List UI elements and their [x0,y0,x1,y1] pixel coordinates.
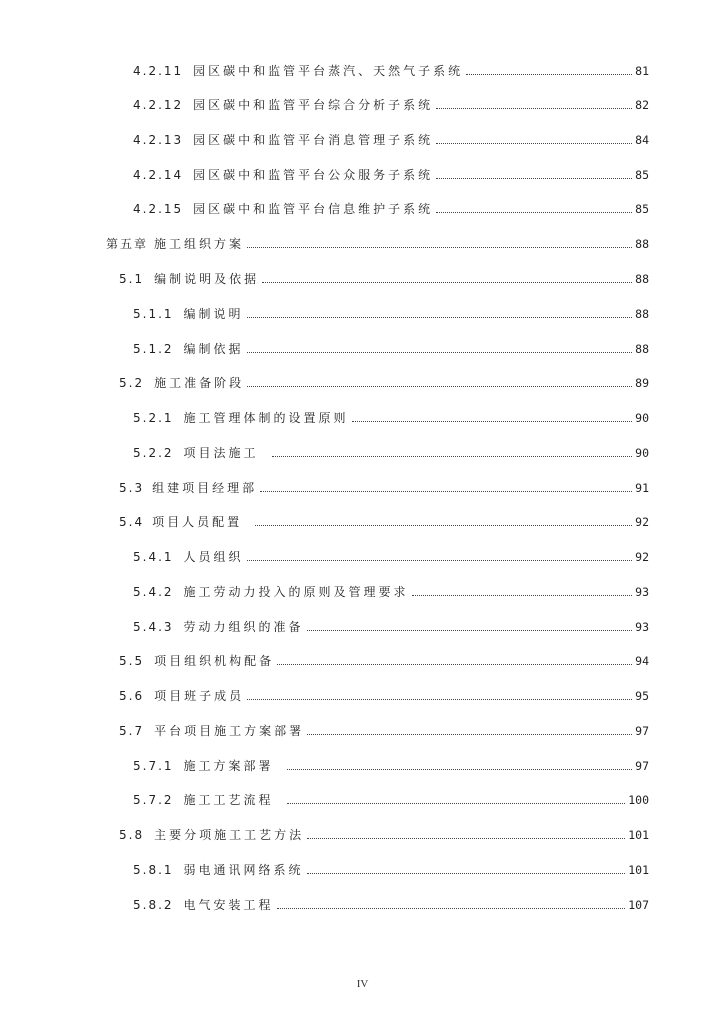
toc-entry-page: 97 [635,759,649,773]
toc-entry-number: 5.7 [119,724,145,738]
toc-entry-number: 5.1.2 [133,342,174,356]
page-number-footer: IV [356,978,369,990]
toc-entry-number: 5.4.1 [133,550,174,564]
toc-entry-number: 第五章 [106,237,149,251]
toc-entry-number: 5.4.3 [133,620,174,634]
toc-entry-page: 88 [635,272,649,286]
toc-entry[interactable] [119,513,649,531]
toc-entry-page: 90 [635,446,649,460]
toc-entry-page: 88 [635,342,649,356]
dot-leader [307,734,632,735]
toc-entry-title: 施工工艺流程 [183,793,274,807]
dot-leader [255,525,632,526]
toc-entry[interactable] [133,444,649,462]
toc-entry[interactable] [133,131,649,149]
toc-entry[interactable] [119,652,649,670]
toc-entry-page: 97 [635,724,649,738]
toc-entry-title: 编制依据 [183,342,244,356]
toc-entry-page: 101 [628,863,649,877]
toc-entry-number: 4.2.15 [133,202,184,216]
toc-entry-title: 施工准备阶段 [154,376,245,390]
dot-leader [287,803,626,804]
toc-entry[interactable] [133,618,649,636]
toc-entry-title: 项目法施工 [183,446,259,460]
toc-entry-number: 5.2 [119,376,145,390]
dot-leader [352,421,633,422]
toc-entry-title: 电气安装工程 [183,898,274,912]
toc-entry[interactable] [133,166,649,184]
toc-entry[interactable] [133,896,649,914]
toc-entry-page: 85 [635,202,649,216]
toc-entry-title: 项目组织机构配备 [154,654,275,668]
toc-entry-title: 园区碳中和监管平台消息管理子系统 [193,133,434,147]
toc-entry-number: 4.2.14 [133,168,184,182]
toc-entry[interactable] [133,757,649,775]
toc-entry-number: 5.7.2 [133,793,174,807]
toc-entry-title: 劳动力组织的准备 [183,620,304,634]
toc-entry-page: 84 [635,133,649,147]
dot-leader [247,247,632,248]
toc-entry-page: 95 [635,689,649,703]
toc-entry-page: 92 [635,550,649,564]
toc-entry-page: 88 [635,237,649,251]
toc-entry-page: 100 [628,793,649,807]
toc-entry-title: 园区碳中和监管平台信息维护子系统 [193,202,434,216]
toc-entry-title: 园区碳中和监管平台蒸汽、天然气子系统 [193,64,464,78]
toc-entry-title: 编制说明 [183,307,244,321]
toc-entry[interactable] [119,270,649,288]
toc-entry[interactable] [133,62,649,80]
toc-entry-number: 5.7.1 [133,759,174,773]
dot-leader [436,143,632,144]
toc-entry[interactable] [133,305,649,323]
toc-entry-title: 项目班子成员 [154,689,245,703]
toc-entry-title: 编制说明及依据 [154,272,260,286]
toc-entry[interactable] [119,722,649,740]
toc-entry-page: 93 [635,620,649,634]
toc-entry-page: 82 [635,98,649,112]
toc-entry-title: 施工方案部署 [183,759,274,773]
toc-entry-title: 项目人员配置 [152,515,243,529]
dot-leader [466,74,632,75]
toc-entry[interactable] [133,340,649,358]
toc-entry-page: 92 [635,515,649,529]
toc-entry-page: 81 [635,64,649,78]
dot-leader [247,386,632,387]
toc-entry-number: 5.8.2 [133,898,174,912]
toc-entry[interactable] [133,791,649,809]
toc-entry-title: 施工劳动力投入的原则及管理要求 [183,585,409,599]
toc-entry-title: 园区碳中和监管平台综合分析子系统 [193,98,434,112]
dot-leader [436,178,632,179]
toc-entry-number: 5.8.1 [133,863,174,877]
toc-entry[interactable] [133,548,649,566]
toc-entry-title: 施工管理体制的设置原则 [183,411,349,425]
toc-entry-page: 94 [635,654,649,668]
dot-leader [287,769,633,770]
toc-entry-page: 90 [635,411,649,425]
toc-entry[interactable] [119,479,649,497]
dot-leader [436,108,632,109]
toc-entry-number: 5.3 [119,481,145,495]
toc-entry-number: 5.8 [119,828,145,842]
toc-entry[interactable] [133,583,649,601]
toc-entry[interactable] [133,96,649,114]
toc-entry-number: 5.2.2 [133,446,174,460]
toc-entry[interactable] [133,200,649,218]
toc-entry-number: 4.2.13 [133,133,184,147]
toc-entry-title: 主要分项施工工艺方法 [154,828,305,842]
dot-leader [307,838,625,839]
toc-entry-title: 人员组织 [183,550,244,564]
toc-entry-number: 5.2.1 [133,411,174,425]
dot-leader [277,908,626,909]
toc-entry-page: 107 [628,898,649,912]
toc-entry-title: 弱电通讯网络系统 [183,863,304,877]
dot-leader [436,212,632,213]
toc-entry-page: 91 [635,481,649,495]
toc-entry-page: 85 [635,168,649,182]
dot-leader [277,664,632,665]
toc-entry[interactable] [119,687,649,705]
dot-leader [262,282,632,283]
dot-leader [247,699,632,700]
toc-entry[interactable] [119,826,649,844]
toc-entry-page: 101 [628,828,649,842]
dot-leader [307,873,626,874]
toc-entry-page: 88 [635,307,649,321]
dot-leader [247,560,633,561]
dot-leader [272,456,633,457]
toc-entry-title: 平台项目施工方案部署 [154,724,305,738]
dot-leader [247,317,633,318]
dot-leader [412,595,633,596]
toc-entry[interactable] [119,374,649,392]
toc-entry-title: 施工组织方案 [154,237,245,251]
toc-entry[interactable] [133,861,649,879]
toc-entry-number: 5.1 [119,272,145,286]
toc-entry[interactable] [133,409,649,427]
toc-entry-title: 园区碳中和监管平台公众服务子系统 [193,168,434,182]
toc-entry-number: 4.2.11 [133,64,184,78]
toc-entry-number: 5.4.2 [133,585,174,599]
dot-leader [247,352,633,353]
dot-leader [260,491,632,492]
toc-entry-number: 5.4 [119,515,145,529]
toc-entry-number: 5.1.1 [133,307,174,321]
toc-entry-page: 93 [635,585,649,599]
toc-entry-number: 5.5 [119,654,145,668]
toc-entry-number: 5.6 [119,689,145,703]
toc-entry-page: 89 [635,376,649,390]
toc-entry-title: 组建项目经理部 [152,481,258,495]
toc-entry-number: 4.2.12 [133,98,184,112]
toc-chapter[interactable] [106,235,649,253]
dot-leader [307,630,633,631]
